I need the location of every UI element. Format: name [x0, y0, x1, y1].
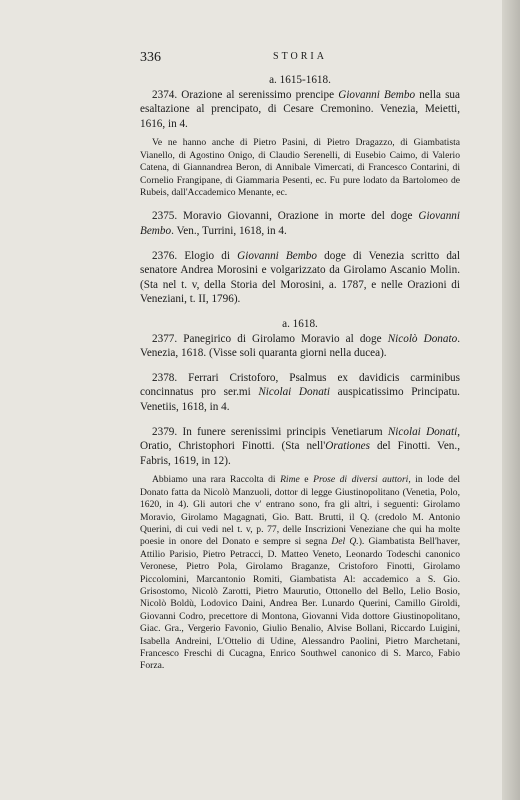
entry-2377-text: 2377. Panegirico di Girolamo Moravio al doge: [152, 332, 388, 345]
page-number: 336: [140, 50, 161, 65]
entry-2375-text: 2375. Moravio Giovanni, Orazione in morte del doge: [152, 210, 419, 223]
note-2379-and: e: [299, 474, 314, 486]
entry-2376-rest: doge di Venezia scritto dal senatore Andrea Morosini e volgarizzato da Girolamo Ascanio Molin. (Sta nel t. v, della Storia del Morosini, a. 1787, e nelle Orazioni di Veneziani, t. II, 1796).: [140, 249, 460, 306]
entry-2377: [140, 332, 460, 361]
running-head: STORIA: [273, 51, 327, 62]
entry-2376-name: Giovanni Bembo: [237, 249, 317, 262]
entry-2379-rest: , Oratio, Christophori Finotti. (Sta nell': [140, 425, 460, 453]
entry-2379-end: del Finotti. Ven., Fabris, 1619, in 12).: [140, 440, 460, 467]
year-heading-1615: a. 1615-1618.: [269, 74, 331, 86]
entry-2374: [140, 88, 460, 132]
entry-2378: [140, 371, 460, 415]
entry-2376: [140, 249, 460, 307]
entry-2379: [140, 425, 460, 469]
entry-2379-name: Nicolai Donati: [387, 425, 458, 438]
entry-2374-text: 2374. Orazione al serenissimo prencipe: [152, 88, 339, 101]
note-2379-text: Abbiamo una rara Raccolta di: [152, 474, 281, 486]
entry-2376-text: 2376. Elogio di: [152, 249, 238, 262]
note-2379-signature: Del Q.: [331, 536, 359, 548]
entry-2378-text: 2378. Ferrari Cristoforo, Psalmus ex davidicis carminibus concinnatus pro ser.mi: [140, 371, 460, 399]
note-2379-body: , in lode del Donato fatta da Nicolò Manzuoli, dottor di legge Giustinopolitano (Venetia, Polo, 1620, in 4). Gli autori che v' entrano sono, fra gli altri, i seguenti: Girolamo Moravio, Girolamo Magagnati, Gio. Batt. Brutti, il Q. (credolo M. Antonio Querini, di cui vedi nel t. v, p. 77, delle Inscrizioni Veneziane che qui ha molte poesie in onore del Donato e sempre si segna: [140, 474, 460, 548]
entry-2375: [140, 209, 460, 238]
entry-2377-name: Nicolò Donato: [387, 332, 458, 345]
entry-2377-rest: . Venezia, 1618. (Visse soli quaranta giorni nella ducea).: [140, 332, 460, 360]
entry-2378-name: Nicolai Donati: [258, 386, 331, 399]
entry-2379-text: 2379. In funere serenissimi principis Venetiarum: [152, 425, 388, 438]
entry-2378-rest: auspicatissimo Principatu. Venetiis, 1618, in 4.: [140, 386, 460, 413]
entry-2375-rest: . Ven., Turrini, 1618, in 4.: [171, 225, 287, 237]
note-2379: [140, 474, 460, 673]
note-2379-authors: ). Giambatista Bell'haver, Attilio Parisio, Pietro Petracci, D. Matteo Veneto, Leonardo Todeschi canonico Veronese, Pietro Pola, Girolamo Braganze, Cristoforo Finotti, Girolamo Piccolomini, Marcantonio Romiti, Giambatista Al: accademico a S. Gio. Grisostomo, Nicolò Zarotti, Pietro Maurutio, Ottonello del Bello, Lelio Bosio, Nicolò Boldù, Lodovico Daini, Andrea Ber. Lunardo Querini, Camillo Giroldi, Giovanni Codro, precettore di Montona, Giovanni Vida dottore Giustinopolitano, Giac. Gra., Vergerio Favonio, Giulio Benalio, Alvise Bollani, Riccardo Luigini, Isabella Andreini, L'Ottelio di Udine, Alessandro Paolini, Pietro Marchetani, Francesco Freschi di Cucagna, Enrico Southwel canonico di S. Marco, Fabio Forza.: [140, 536, 460, 672]
entry-2374-rest: nella sua esaltazione al prencipato, di Cesare Cremonino. Venezia, Meietti, 1616, in 4.: [140, 88, 460, 130]
year-heading-1618: a. 1618.: [282, 317, 318, 330]
note-2379-rime: Rime: [280, 474, 300, 486]
entry-2374-name: Giovanni Bembo: [338, 88, 416, 101]
entry-2379-title: Orationes: [325, 440, 370, 453]
entry-2375-name: Giovanni Bembo: [140, 210, 460, 237]
page-body: [140, 73, 460, 673]
note-2379-prose: Prose di diversi auttori: [313, 474, 409, 486]
note-2374: Ve ne hanno anche di Pietro Pasini, di Pietro Dragazzo, di Giambatista Vianello, di Agostino Onigo, di Claudio Serenelli, di Eusebio Caimo, di Valerio Catena, di Giannandrea Beron, di Annibale Vimercati, di Francesco Contarini, di Cornelio Frangipane, di Giammaria Pesenti, ec. Fu pure lodato da Bartolomeo de Rubeis, dall'Accademico Menante, ec.: [140, 137, 460, 198]
page-gutter-shadow: [502, 0, 520, 800]
